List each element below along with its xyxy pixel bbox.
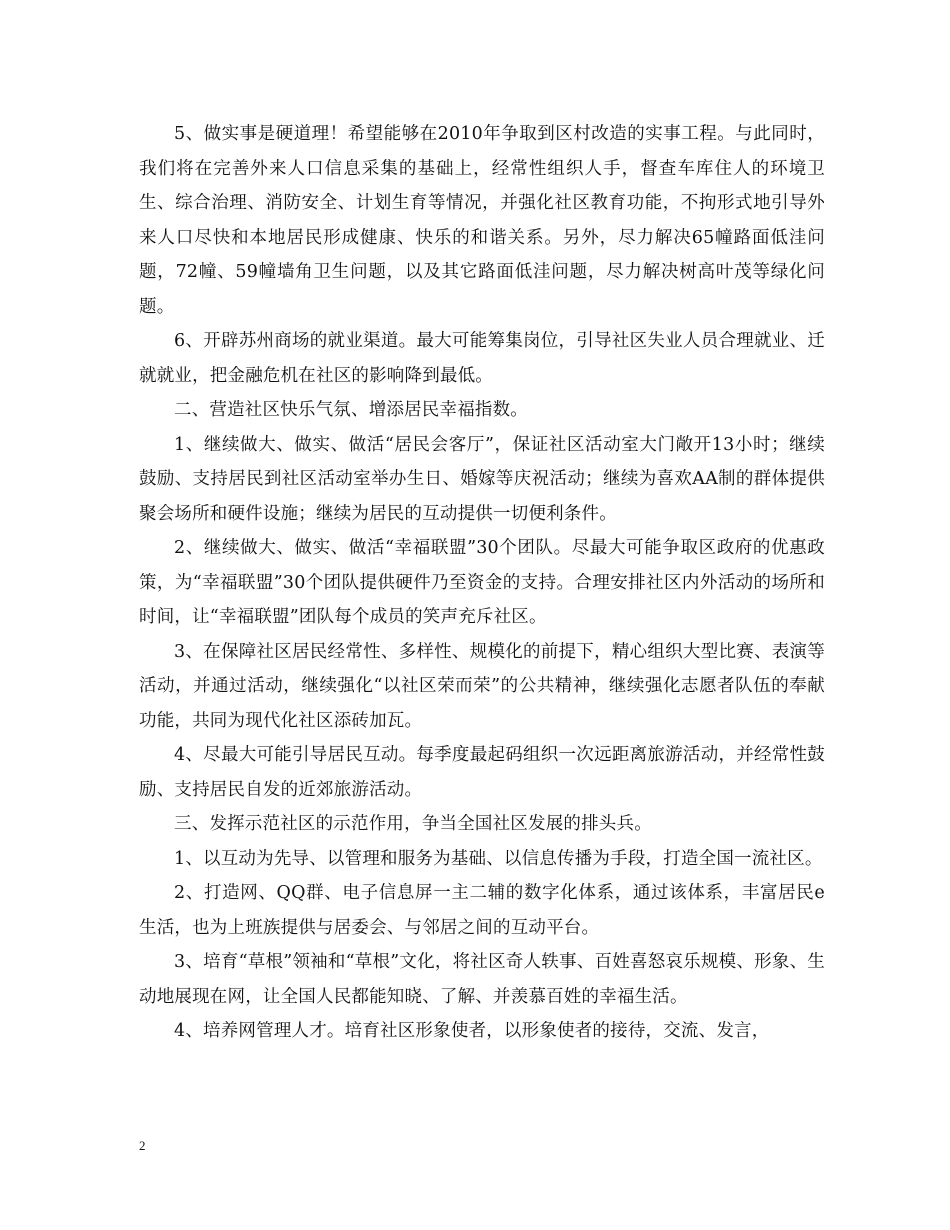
paragraph-item-5-practical-work: 5、做实事是硬道理！希望能够在2010年争取到区村改造的实事工程。与此同时，我们将在完善外来人口信息采集的基础上，经常性组织人手，督查车库住人的环境卫生、综合治理、消防安全、计划生育等情况，并强化社区教育功能，不拘形式地引导外来人口尽快和本地居民形成健康、快乐的和谐关系。另外，尽力解决65幢路面低洼问题，72幢、59幢墙角卫生问题，以及其它路面低洼问题，尽力解决树高叶茂等绿化问题。 xyxy=(139,124,825,317)
paragraph-item-6-employment: 6、开辟苏州商场的就业渠道。最大可能筹集岗位，引导社区失业人员合理就业、迁就就业，把金融危机在社区的影响降到最低。 xyxy=(139,331,825,386)
section-heading-2: 二、营造社区快乐气氛、增添居民幸福指数。 xyxy=(174,400,528,420)
paragraph-item-4-talent: 4、培养网管理人才。培育社区形象使者，以形象使者的接待，交流、发言， xyxy=(174,1021,770,1041)
section-heading-3: 三、发挥示范社区的示范作用，争当全国社区发展的排头兵。 xyxy=(174,814,652,834)
paragraph-item-2-happiness-alliance: 2、继续做大、做实、做活“幸福联盟”30个团队。尽最大可能争取区政府的优惠政策，为“幸福联盟”30个团队提供硬件乃至资金的支持。合理安排社区内外活动的场所和时间，让“幸福联盟”团队每个成员的笑声充斥社区。 xyxy=(139,538,825,627)
paragraph-item-4-interaction: 4、尽最大可能引导居民互动。每季度最起码组织一次远距离旅游活动，并经常性鼓励、支持居民自发的近郊旅游活动。 xyxy=(139,745,825,800)
paragraph-item-2-digital-system: 2、打造网、QQ群、电子信息屏一主二辅的数字化体系，通过该体系，丰富居民e生活，也为上班族提供与居委会、与邻居之间的互动平台。 xyxy=(139,883,825,938)
document-body xyxy=(139,117,825,1049)
paragraph-item-1-first-class-community: 1、以互动为先导、以管理和服务为基础、以信息传播为手段，打造全国一流社区。 xyxy=(174,848,823,869)
paragraph-item-3-grassroots: 3、培育“草根”领袖和“草根”文化，将社区奇人轶事、百姓喜怒哀乐规模、形象、生动地展现在网，让全国人民都能知晓、了解、并羡慕百姓的幸福生活。 xyxy=(139,952,825,1007)
paragraph-item-1-living-room: 1、继续做大、做实、做活“居民会客厅”，保证社区活动室大门敞开13小时；继续鼓励、支持居民到社区活动室举办生日、婚嫁等庆祝活动；继续为喜欢AA制的群体提供聚会场所和硬件设施；继续为居民的互动提供一切便利条件。 xyxy=(139,434,825,524)
page-number: 2 xyxy=(139,1138,146,1153)
paragraph-item-3-activities: 3、在保障社区居民经常性、多样性、规模化的前提下，精心组织大型比赛、表演等活动，并通过活动，继续强化“以社区荣而荣”的公共精神，继续强化志愿者队伍的奉献功能，共同为现代化社区添砖加瓦。 xyxy=(139,641,825,731)
